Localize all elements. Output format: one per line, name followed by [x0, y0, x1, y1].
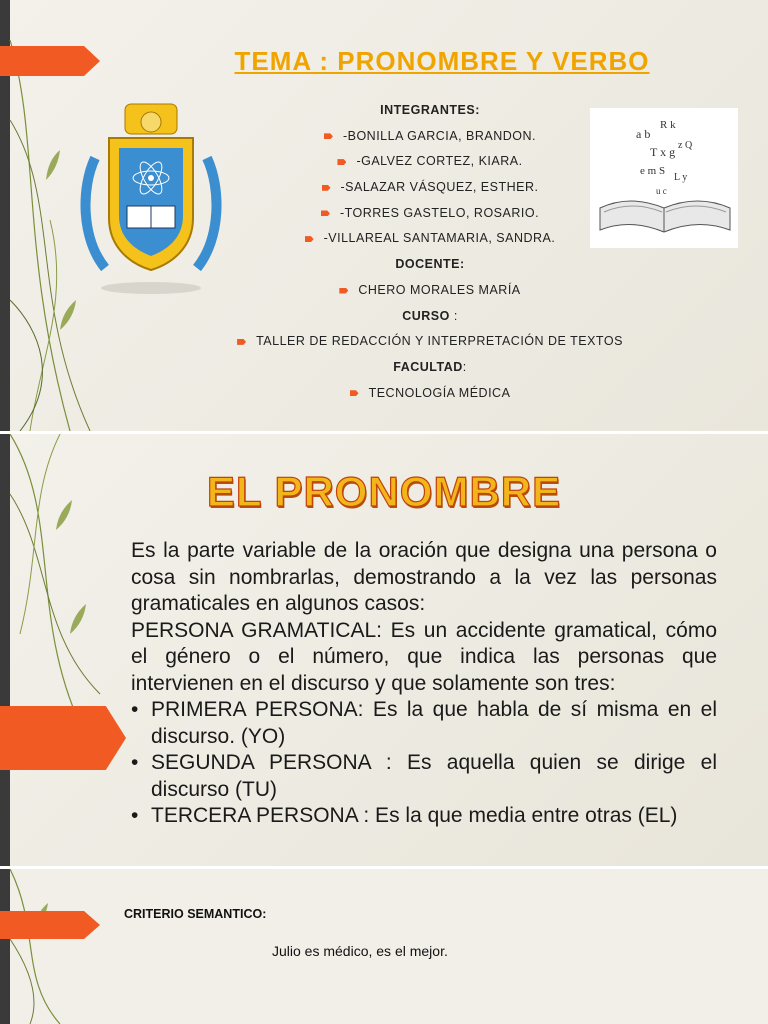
curso-item: TALLER DE REDACCIÓN Y INTERPRETACIÓN DE TEXTOS [200, 329, 660, 355]
arrow-bullet-icon [322, 185, 331, 191]
pronombre-definition [131, 538, 717, 830]
slide-criterio [0, 869, 768, 1024]
docente-heading: DOCENTE: [395, 257, 465, 272]
criterio-heading: CRITERIO SEMANTICO: [124, 907, 267, 921]
slide-title [0, 0, 768, 431]
slide-title-text: TEMA : PRONOMBRE Y VERBO [234, 46, 650, 76]
svg-text:R k: R k [660, 119, 676, 131]
participants-info [200, 98, 660, 406]
arrow-bullet-icon [337, 159, 346, 165]
member-item: -TORRES GASTELO, ROSARIO. [200, 201, 660, 227]
curso-heading: CURSO : [402, 308, 458, 323]
persona-list [131, 697, 717, 830]
vine-decoration [0, 869, 120, 1024]
facultad-heading: FACULTAD: [393, 359, 467, 374]
arrow-bullet-icon [305, 236, 314, 242]
facultad-item: TECNOLOGÍA MÉDICA [200, 381, 660, 407]
svg-text:a b: a b [636, 127, 651, 141]
slide-pronombre [0, 434, 768, 866]
arrow-bullet-icon [324, 133, 333, 139]
pronombre-title: EL PRONOMBRE [206, 468, 562, 515]
arrow-bullet-icon [339, 288, 348, 294]
arrow-bullet-icon [237, 339, 246, 345]
list-item: • TERCERA PERSONA : Es la que media entre otras (EL) [131, 803, 717, 830]
accent-arrow [0, 706, 126, 770]
integrantes-heading: INTEGRANTES: [380, 103, 480, 117]
svg-text:L y: L y [674, 172, 688, 183]
example-sentence: Julio es médico, es el mejor. [272, 943, 448, 959]
svg-text:e m S: e m S [640, 165, 666, 177]
arrow-bullet-icon [350, 390, 359, 396]
member-item: -SALAZAR VÁSQUEZ, ESTHER. [200, 175, 660, 201]
accent-arrow [0, 911, 100, 939]
list-item: • SEGUNDA PERSONA : Es aquella quien se dirige el discurso (TU) [131, 750, 717, 803]
member-item: -VILLAREAL SANTAMARIA, SANDRA. [200, 226, 660, 252]
member-item: -GALVEZ CORTEZ, KIARA. [200, 149, 660, 175]
svg-text:u c: u c [656, 186, 667, 196]
svg-text:z Q: z Q [678, 140, 693, 151]
svg-text:T x g: T x g [650, 145, 676, 159]
member-item: -BONILLA GARCIA, BRANDON. [200, 124, 660, 150]
arrow-bullet-icon [321, 210, 330, 216]
list-item: • PRIMERA PERSONA: Es la que habla de sí misma en el discurso. (YO) [131, 697, 717, 750]
persona-gramatical-paragraph: PERSONA GRAMATICAL: Es un accidente gramatical, cómo el género o el número, que indica las personas que intervienen en el discurso y que solamente son tres: [131, 618, 717, 695]
docente-item: CHERO MORALES MARÍA [200, 278, 660, 304]
definition-paragraph: Es la parte variable de la oración que designa una persona o cosa sin nombrarlas, demostrando a la vez las personas gramaticales en algunos casos: [131, 539, 717, 615]
